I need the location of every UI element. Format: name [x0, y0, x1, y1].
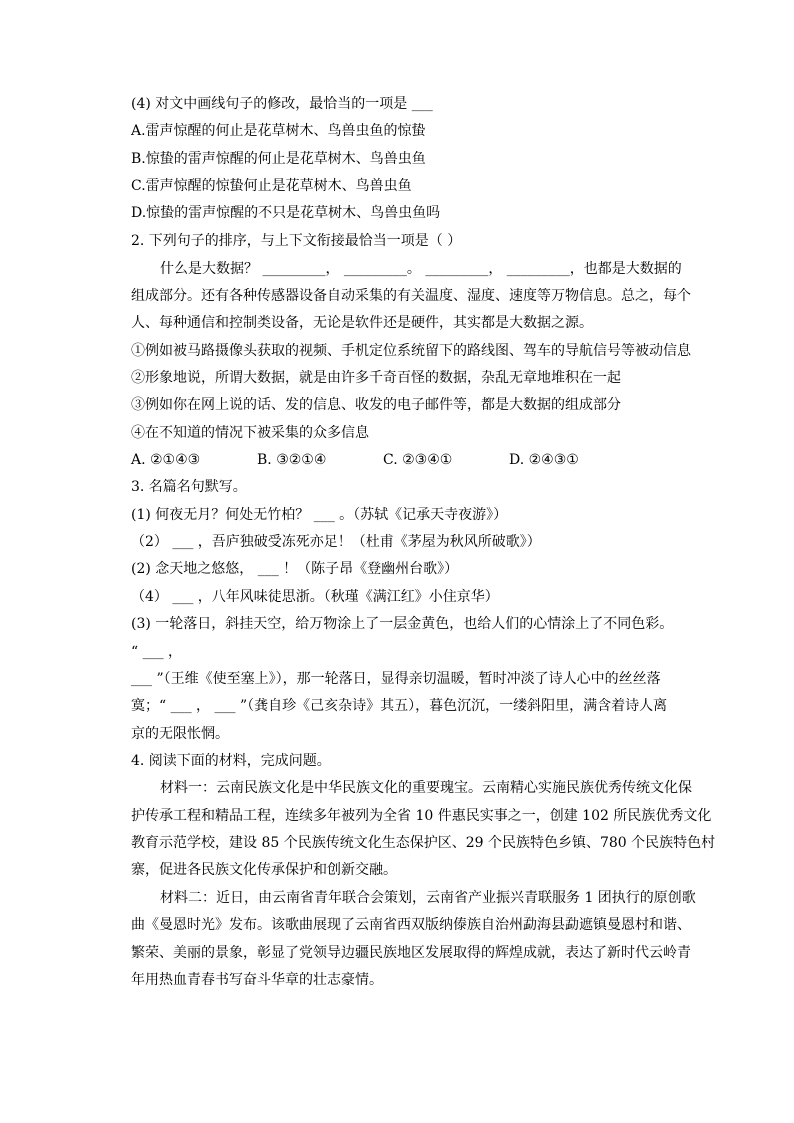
q2-choice-b: B. ③②①④: [257, 452, 327, 468]
q2-choice-c: C. ②③④①: [383, 452, 453, 468]
q4-stem: 4. 阅读下面的材料，完成问题。: [131, 753, 331, 769]
q4-material2-line-1: 材料二：近日，由云南省青年联合会策划，云南省产业振兴青联服务 1 团执行的原创歌: [160, 890, 696, 906]
q2-item-4: ④在不知道的情况下被采集的众多信息: [131, 425, 369, 441]
q2-item-2: ②形象地说，所谓大数据，就是由许多千奇百怪的数据，杂乱无章地堆积在一起: [131, 370, 621, 386]
q3-line-3: (2) 念天地之悠悠， ___ ！（陈子昂《登幽州台歌》）: [131, 561, 459, 577]
q2-stem: 2. 下列句子的排序，与上下文衔接最恰当一项是（ ）: [131, 233, 462, 249]
q1-4-option-c: C.雷声惊醒的惊蛰何止是花草树木、鸟兽虫鱼: [131, 178, 412, 194]
q1-4-option-d: D.惊蛰的雷声惊醒的不只是花草树木、鸟兽虫鱼吗: [131, 205, 441, 221]
q3-line-8: 寞；“ ___ ， ___ ”（龚自珍《己亥杂诗》其五），暮色沉沉，一缕斜阳里，满含着诗人离: [131, 698, 668, 714]
q4-material2-line-2: 曲《曼恩时光》发布。该歌曲展现了云南省西双版纳傣族自治州勐海县勐遮镇曼恩村和谐、: [131, 917, 691, 933]
q3-line-9: 京的无限怅惘。: [131, 726, 229, 742]
q3-line-2: （2） ___ ，吾庐独破受冻死亦足！（杜甫《茅屋为秋风所破歌》）: [131, 534, 541, 550]
q1-4-stem: (4) 对文中画线句子的修改，最恰当的一项是 ___: [131, 96, 433, 112]
q1-4-option-b: B.惊蛰的雷声惊醒的何止是花草树木、鸟兽虫鱼: [131, 151, 426, 167]
q4-material2-line-4: 年用热血青春书写奋斗华章的壮志豪情。: [131, 972, 383, 988]
q2-item-3: ③例如你在网上说的话、发的信息、收发的电子邮件等，都是大数据的组成部分: [131, 397, 621, 413]
q4-material1-line-1: 材料一：云南民族文化是中华民族文化的重要瑰宝。云南精心实施民族优秀传统文化保: [160, 780, 692, 796]
q4-material2-line-3: 繁荣、美丽的景象，彰显了党领导边疆民族地区发展取得的辉煌成就，表达了新时代云岭青: [131, 945, 691, 961]
q4-material1-line-3: 教育示范学校，建设 85 个民族传统文化生态保护区、29 个民族特色乡镇、780 个民族特色村: [131, 835, 716, 851]
q2-choices: [131, 450, 579, 470]
q3-line-4: （4） ___ ，八年风味徒思浙。（秋瑾《满江红》小住京华）: [131, 589, 499, 605]
q3-stem: 3. 名篇名句默写。: [131, 479, 247, 495]
q3-line-5: (3) 一轮落日，斜挂天空，给万物涂上了一层金黄色，也给人们的心情涂上了不同色彩。: [131, 616, 674, 632]
q2-item-1: ①例如被马路摄像头获取的视频、手机定位系统留下的路线图、驾车的导航信号等被动信息: [131, 343, 691, 359]
q2-passage-line-3: 人、每种通信和控制类设备，无论是软件还是硬件，其实都是大数据之源。: [131, 315, 593, 331]
q2-choice-d: D. ②④③①: [509, 452, 579, 468]
q1-4-option-a: A.雷声惊醒的何止是花草树木、鸟兽虫鱼的惊蛰: [131, 123, 426, 139]
q2-choice-a: A. ②①④③: [131, 452, 201, 468]
q3-line-1: (1) 何夜无月？何处无竹柏？ ___ 。（苏轼《记承天寺夜游》）: [131, 507, 508, 523]
q4-material1-line-4: 寨，促进各民族文化传承保护和创新交融。: [131, 862, 397, 878]
q3-line-7: ___ ”（王维《使至塞上》），那一轮落日，显得亲切温暖，暂时冲淡了诗人心中的丝丝落: [131, 671, 661, 687]
q2-passage-line-2: 组成部分。还有各种传感器设备自动采集的有关温度、湿度、速度等万物信息。总之，每个: [131, 288, 691, 304]
q2-passage-line-1: 什么是大数据？ _________， _________。 _________， _________，也都是大数据的: [160, 261, 682, 277]
q3-line-6: “ ___ ，: [131, 644, 183, 660]
q4-material1-line-2: 护传承工程和精品工程，连续多年被列为全省 10 件惠民实事之一，创建 102 所民族优秀文化: [131, 808, 712, 824]
